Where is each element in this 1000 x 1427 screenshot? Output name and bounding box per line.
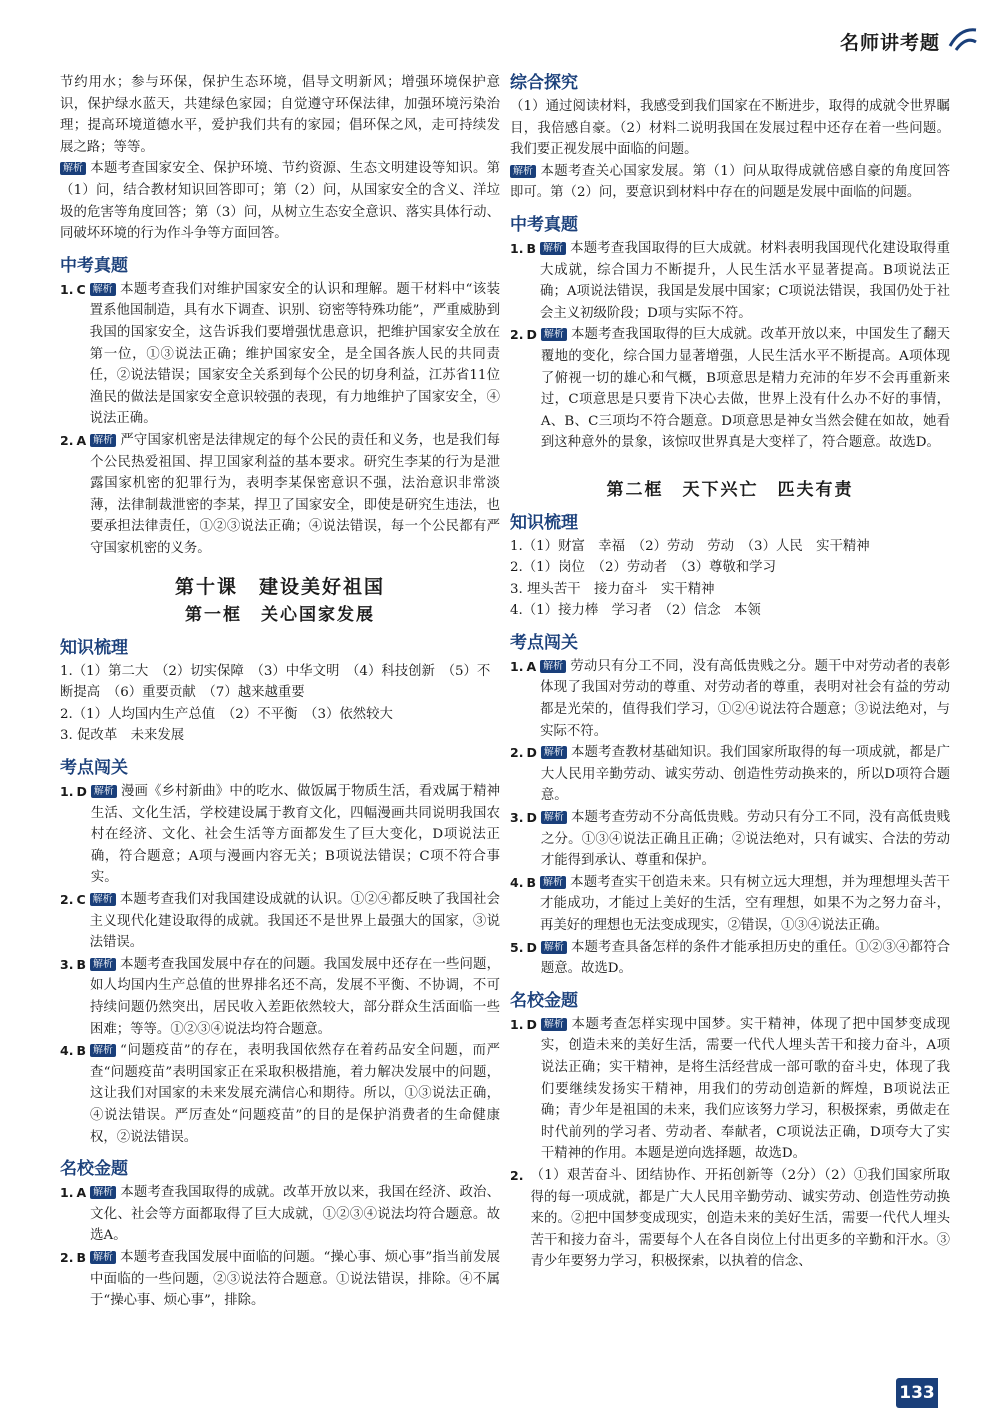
item-text: 本题考查劳动不分高低贵贱。劳动只有分工不同，没有高低贵贱之分。①③④说法正确且正确；②说法绝对，只有诚实、合法的劳动才能得到承认、尊重和保护。 [540,810,950,869]
lesson-title: 第十课 建设美好祖国 [174,576,385,599]
brand-logo-icon [946,20,980,54]
mingxiao-list [60,1182,500,1312]
analysis-tag: 解析 [90,1251,116,1264]
item-number: 2. [60,1249,74,1265]
item-explanation [541,937,950,980]
analysis-tag: 解析 [540,876,566,889]
analysis-tag: 解析 [90,283,116,296]
analysis-tag: 解析 [510,165,536,178]
item-number: 3. [510,810,524,826]
item-answer: C [76,281,86,297]
item-number: 1. [510,658,524,674]
item-number: 2. [60,432,74,448]
item-number: 1. [510,240,524,256]
section-title: 第一框 关心国家发展 [185,605,375,626]
item-explanation [90,1182,500,1247]
answer-item [510,238,950,324]
item-text: “问题疫苗”的存在，表明我国依然存在着药品安全问题，而严查“问题疫苗”表明国家正在采取积极措施，着力解决发展中的问题，这让我们对国家的未来发展充满信心和期待。所以，①③说法正确，④说法错误。严厉查处“问题疫苗”的目的是保护消费者的生命健康权，②说法错误。 [89,1043,500,1145]
knowledge-item: 2.（1）人均国内生产总值 （2）不平衡 （3）依然较大 [60,706,393,722]
analysis-tag: 解析 [90,958,116,971]
item-explanation [541,1014,950,1165]
item-number: 1. [60,784,74,800]
knowledge-item: 4.（1）接力棒 学习者 （2）信念 本领 [510,603,761,619]
analysis-tag: 解析 [541,811,567,824]
item-answer: B [76,956,86,972]
item-text: 劳动只有分工不同，没有高低贵贱之分。题干中对劳动者的表彰体现了我国对劳动的尊重、对劳动者的尊重，表明对社会有益的劳动都是光荣的，值得我们学习，①②④说法符合题意；③说法绝对，与实际不符。 [540,658,950,739]
item-text: 本题考查我国发展中面临的问题。“操心事、烦心事”指当前发展中面临的一些问题，②③说法符合题意。①说法错误，排除。④不属于“操心事、烦心事”，排除。 [89,1249,500,1309]
item-explanation [90,279,500,430]
item-answer: A [76,1185,87,1201]
item-answer: B [526,874,536,890]
item-answer: A [526,658,537,674]
analysis-tag: 解析 [90,893,116,906]
item-answer: D [526,327,537,343]
item-answer: D [526,1016,537,1032]
item-answer: A [76,432,87,448]
item-explanation [540,656,950,742]
item-number: 3. [60,956,74,972]
item-text: （1）艰苦奋斗、团结协作、开拓创新等（2分）（2）①我们国家所取得的每一项成就，都是广大人民用辛勤劳动、诚实劳动、创造性劳动换来的。②把中国梦变成现实，创造未来的美好生活，需要一代代人埋头苦干和接力奋斗，需要每个人在各自岗位上付出更多的辛勤和汗水。③青少年要努力学习，积极探索，以执着的信念、 [530,1167,950,1270]
item-answer: D [526,745,537,761]
item-answer: D [76,784,87,800]
kaodian-list [60,781,500,1148]
left-column [60,72,500,1312]
analysis-tag: 解析 [60,162,86,175]
section-heading-zhishi: 知识梳理 [510,512,578,533]
item-text: 本题考查实干创造未来。只有树立远大理想，并为理想埋头苦干才能成功，才能过上美好的生活，空有理想，如果不为之努力奋斗，再美好的理想也无法变成现实，②错误，①③④说法正确。 [539,874,950,933]
knowledge-item: 3. 促改革 未来发展 [60,728,185,744]
item-explanation [541,324,950,454]
item-text: 漫画《乡村新曲》中的吃水、做饭属于物质生活，看戏属于精神生活、文化生活，学校建设属于教育文化，四幅漫画共同说明我国农村在经济、文化、社会生活等方面都发生了巨大变化，D项说法正确，符合题意；A项与漫画内容无关；B项说法错误；C项不符合事实。 [90,784,500,886]
analysis-tag: 解析 [541,941,567,954]
section-heading-zhongkao: 中考真题 [60,255,128,276]
page-header [0,0,1000,70]
brand-title: 名师讲考题 [839,32,940,54]
section-heading-kaodian: 考点闯关 [60,758,128,779]
intro-analysis: 解析 本题考查国家安全、保护环境、节约资源、生态文明建设等知识。第（1）问，结合教材知识回答即可；第（2）问，从国家安全的含义、洋垃圾的危害等角度回答；第（3）问，从树立生态安全意识、落实具体行动、同破坏环境的行为作斗争等方面回答。 [60,161,500,242]
item-number: 1. [60,281,74,297]
item-text: 本题考查我国取得的巨大成就。改革开放以来，中国发生了翻天覆地的变化，综合国力显著增强，人民生活水平不断提高。A项体现了俯视一切的雄心和气概，B项意思是精力充沛的年岁不会再重新来过，C项意思是只要肯下决心去做，世界上没有什么办不好的事情，A、B、C三项均不符合题意。D项意思是神女当然会健在如故，她看到这种意外的景象，该惊叹世界真是大变样了，符合题意。故选D。 [540,327,950,451]
right-column [510,72,950,1273]
item-explanation [90,1247,500,1312]
item-explanation [90,889,500,954]
zonghe-answer: （1）通过阅读材料，我感受到我们国家在不断进步，取得的成就令世界瞩目，我倍感自豪。（2）材料二说明我国在发展过程中还存在着一些问题。我们要正视发展中面临的问题。 [510,99,950,158]
analysis-tag: 解析 [541,746,567,759]
item-text: 本题考查我们对维护国家安全的认识和理解。题干材料中“该装置系他国制造，具有水下调查、识别、窃密等特殊功能”，严重威胁到我国的国家安全，这告诉我们要增强忧患意识，把维护国家安全放在第一位，①③说法正确；维护国家安全，是全国各族人民的共同责任，②说法错误；国家安全关系到每个公民的切身利益，江苏省11位渔民的做法是国家安全意识较强的表现，有力地维护了国家安全，④说法正确。 [89,281,500,427]
page-number: 133 [896,1378,938,1408]
item-text: 本题考查我国发展中存在的问题。我国发展中还存在一些问题，如人均国内生产总值的世界排名还不高，发展不平衡、不协调，不可持续问题仍然突出，居民收入差距依然较大，部分群众生活面临一些困难；等等。①②③④说法均符合题意。 [89,956,500,1037]
section-title: 第二框 天下兴亡 匹夫有责 [606,479,854,500]
item-answer: B [526,240,536,256]
item-answer: D [526,939,537,955]
analysis-tag: 解析 [90,434,116,447]
section-heading-mingxiao: 名校金题 [510,990,578,1011]
item-explanation [90,1040,500,1148]
zhongkao-list [510,238,950,454]
item-explanation [540,872,950,937]
answer-item [510,656,950,742]
item-explanation [540,238,950,324]
item-explanation [530,1165,950,1273]
item-text: 本题考查具备怎样的条件才能承担历史的重任。①②③④都符合题意。故选D。 [540,939,950,977]
mingxiao-list [510,1014,950,1273]
item-text: 本题考查怎样实现中国梦。实干精神，体现了把中国梦变成现实，创造未来的美好生活，需要一代代人埋头苦干和接力奋斗，A项说法正确；实干精神，是将生活经营成一部可歌的奋斗史，体现了我们要继续发扬实干精神，用我们的劳动创造新的辉煌，B项说法正确；青少年是祖国的未来，我们应该努力学习，积极探索，勇做走在时代前列的学习者、劳动者、奉献者，C项说法正确，D项夸大了实干精神的作用。本题是逆向选择题，故选D。 [540,1016,950,1162]
item-explanation [91,781,500,889]
answer-item [60,430,500,560]
answer-item [60,954,500,1040]
answer-item [60,889,500,954]
item-number: 4. [60,1043,74,1059]
item-answer: B [76,1249,86,1265]
item-explanation [541,807,950,872]
answer-item [60,1247,500,1312]
item-number: 2. [510,327,524,343]
item-text: 本题考查我国取得的成就。改革开放以来，我国在经济、政治、文化、社会等方面都取得了巨大成就，①②③④说法均符合题意。故选A。 [90,1185,500,1244]
item-text: 本题考查我国取得的巨大成就。材料表明我国现代化建设取得重大成就，综合国力不断提升，人民生活水平显著提高。B项说法正确；A项说法错误，我国是发展中国家；C项说法错误，我国仍处于社会主义初级阶段；D项与实际不符。 [539,240,950,321]
answer-item [510,937,950,980]
analysis-tag: 解析 [90,1044,116,1057]
knowledge-item: 1.（1）第二大 （2）切实保障 （3）中华文明 （4）科技创新 （5）不断提高 （6）重要贡献 （7）越来越重要 [60,663,491,701]
knowledge-item: 2.（1）岗位 （2）劳动者 （3）尊敬和学习 [510,560,776,576]
item-explanation [90,954,500,1040]
answer-item [60,781,500,889]
section-heading-zhongkao: 中考真题 [510,214,578,235]
answer-item [60,279,500,430]
answer-item [510,324,950,454]
item-number: 4. [510,874,524,890]
answer-item [510,872,950,937]
answer-item [510,742,950,807]
section-heading-kaodian: 考点闯关 [510,632,578,653]
zonghe-analysis: 解析 本题考查关心国家发展。第（1）问从取得成就倍感自豪的角度回答即可。第（2）问，要意识到材料中存在的问题是发展中面临的问题。 [510,163,950,201]
analysis-tag: 解析 [540,660,566,673]
analysis-tag: 解析 [541,328,567,341]
knowledge-item: 3. 埋头苦干 接力奋斗 实干精神 [510,581,715,597]
item-explanation [90,430,500,560]
answer-item [510,807,950,872]
answer-item [60,1182,500,1247]
answer-item [510,1014,950,1165]
item-text: 本题考查教材基础知识。我们国家所取得的每一项成就，都是广大人民用辛勤劳动、诚实劳动、创造性劳动换来的，所以D项符合题意。 [540,745,950,804]
section-heading-zhishi: 知识梳理 [60,637,128,658]
item-text: 严守国家机密是法律规定的每个公民的责任和义务，也是我们每个公民热爱祖国、捍卫国家利益的基本要求。研究生李某的行为是泄露国家机密的犯罪行为，表明李某保密意识不强，法治意识非常淡薄，法律制裁泄密的李某，捍卫了国家安全，即使是研究生违法，也要承担法律责任，①②③说法正确；④说法错误，每一个公民都有严守国家机密的义务。 [90,432,500,556]
item-number: 2. [510,1167,524,1183]
section-heading-zonghe: 综合探究 [510,73,578,93]
item-answer: C [76,892,86,907]
answer-item [60,1040,500,1148]
section-heading-mingxiao: 名校金题 [60,1159,128,1180]
item-number: 1. [510,1016,524,1032]
item-number: 5. [510,939,524,955]
item-number: 1. [60,1185,74,1201]
item-answer: D [526,810,537,826]
item-text: 本题考查我们对我国建设成就的认识。①②④都反映了我国社会主义现代化建设取得的成就。我国还不是世界上最强大的国家，③说法错误。 [89,892,500,951]
analysis-tag: 解析 [91,785,117,798]
knowledge-item: 1.（1）财富 幸福 （2）劳动 劳动 （3）人民 实干精神 [510,538,870,554]
item-number: 2. [510,745,524,761]
item-explanation [541,742,950,807]
analysis-tag: 解析 [541,1018,567,1031]
zhongkao-list [60,279,500,560]
intro-answer: 节约用水；参与环保，保护生态环境，倡导文明新风；增强环境保护意识，保护绿水蓝天，共建绿色家园；自觉遵守环保法律，加强环境污染治理；提高环境道德水平，爱护我们共有的家园；倡环保之风，走可持续发展之路；等等。 [60,75,500,155]
analysis-tag: 解析 [90,1186,116,1199]
item-answer: B [76,1043,86,1059]
item-number: 2. [60,892,74,907]
answer-item [510,1165,950,1273]
kaodian-list [510,656,950,980]
analysis-tag: 解析 [540,242,566,255]
